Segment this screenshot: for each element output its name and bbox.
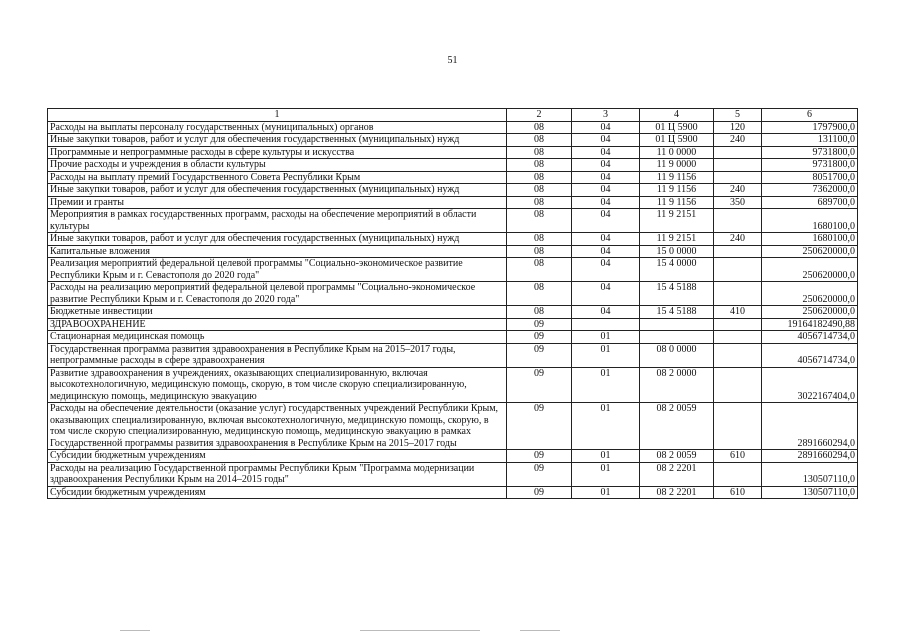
table-row: [48, 343, 858, 367]
cell-pr: 04: [572, 258, 640, 282]
cell-name: Расходы на реализацию мероприятий федеральной целевой программы "Социально-экономическое развитие Республики Крым и г. Севастополя до 2020 года": [48, 282, 507, 306]
table-row: [48, 331, 858, 344]
cell-vr: [714, 343, 762, 367]
cell-name: Мероприятия в рамках государственных программ, расходы на обеспечение мероприятий в области культуры: [48, 209, 507, 233]
cell-vr: 610: [714, 450, 762, 463]
cell-vr: [714, 403, 762, 450]
table-row: [48, 403, 858, 450]
cell-sum: 8051700,0: [762, 171, 858, 184]
scan-mark: [360, 630, 480, 631]
cell-rz: 09: [507, 367, 572, 403]
cell-rz: 08: [507, 306, 572, 319]
cell-pr: 01: [572, 403, 640, 450]
cell-name: ЗДРАВООХРАНЕНИЕ: [48, 318, 507, 331]
cell-pr: 04: [572, 245, 640, 258]
header-cell: 1: [48, 109, 507, 122]
cell-name: Прочие расходы и учреждения в области культуры: [48, 159, 507, 172]
table-row: [48, 146, 858, 159]
cell-csr: 08 2 0000: [640, 367, 714, 403]
cell-pr: 04: [572, 159, 640, 172]
cell-vr: 120: [714, 121, 762, 134]
scan-mark: [120, 630, 150, 631]
table-row: [48, 450, 858, 463]
cell-vr: [714, 367, 762, 403]
cell-sum: 130507110,0: [762, 462, 858, 486]
cell-vr: 240: [714, 233, 762, 246]
table-row: [48, 282, 858, 306]
table-row: [48, 233, 858, 246]
cell-csr: 11 9 1156: [640, 196, 714, 209]
cell-vr: [714, 258, 762, 282]
cell-csr: [640, 331, 714, 344]
cell-csr: 08 2 2201: [640, 462, 714, 486]
cell-sum: 250620000,0: [762, 306, 858, 319]
cell-vr: 240: [714, 184, 762, 197]
cell-rz: 09: [507, 462, 572, 486]
cell-name: Государственная программа развития здравоохранения в Республике Крым на 2015–2017 годы, непрограммные расходы в сфере здравоохранения: [48, 343, 507, 367]
cell-rz: 09: [507, 318, 572, 331]
cell-name: Субсидии бюджетным учреждениям: [48, 450, 507, 463]
cell-sum: 250620000,0: [762, 258, 858, 282]
cell-rz: 09: [507, 486, 572, 499]
cell-sum: 689700,0: [762, 196, 858, 209]
cell-pr: 04: [572, 282, 640, 306]
table-row: [48, 258, 858, 282]
cell-sum: 130507110,0: [762, 486, 858, 499]
cell-pr: 01: [572, 331, 640, 344]
cell-sum: 1680100,0: [762, 233, 858, 246]
cell-sum: 2891660294,0: [762, 403, 858, 450]
table-row: [48, 121, 858, 134]
cell-rz: 08: [507, 245, 572, 258]
cell-pr: 04: [572, 196, 640, 209]
table-row: [48, 184, 858, 197]
cell-sum: 131100,0: [762, 134, 858, 147]
cell-rz: 08: [507, 282, 572, 306]
cell-vr: [714, 282, 762, 306]
cell-name: Расходы на обеспечение деятельности (оказание услуг) государственных учреждений Республики Крым, оказывающих специализированную, включая высокотехнологичную, медицинскую помощь, скорую, в том числе скорую специализированную, медицинскую помощь, медицинскую эвакуацию в рамках Государственной программы развития здравоохранения в Республике Крым на 2015–2017 годы: [48, 403, 507, 450]
cell-sum: 2891660294,0: [762, 450, 858, 463]
cell-name: Расходы на выплаты персоналу государственных (муниципальных) органов: [48, 121, 507, 134]
cell-rz: 09: [507, 343, 572, 367]
cell-pr: 04: [572, 134, 640, 147]
header-row: [48, 109, 858, 122]
cell-csr: 15 4 5188: [640, 282, 714, 306]
cell-vr: [714, 159, 762, 172]
cell-rz: 09: [507, 450, 572, 463]
cell-name: Капитальные вложения: [48, 245, 507, 258]
cell-pr: 01: [572, 462, 640, 486]
table-row: [48, 196, 858, 209]
cell-sum: 1797900,0: [762, 121, 858, 134]
cell-csr: 11 9 2151: [640, 209, 714, 233]
cell-rz: 08: [507, 134, 572, 147]
cell-sum: 250620000,0: [762, 282, 858, 306]
cell-csr: 11 9 1156: [640, 171, 714, 184]
cell-name: Премии и гранты: [48, 196, 507, 209]
table-row: [48, 245, 858, 258]
cell-pr: [572, 318, 640, 331]
cell-csr: 08 0 0000: [640, 343, 714, 367]
cell-vr: 350: [714, 196, 762, 209]
cell-pr: 01: [572, 450, 640, 463]
cell-rz: 09: [507, 403, 572, 450]
cell-name: Развитие здравоохранения в учреждениях, оказывающих специализированную, включая высокотехнологичную, медицинскую помощь, скорую, в том числе скорую специализированную, медицинскую помощь, медицинскую эвакуацию: [48, 367, 507, 403]
page-number: 51: [447, 55, 458, 66]
cell-vr: [714, 318, 762, 331]
table-row: [48, 462, 858, 486]
table-row: [48, 306, 858, 319]
cell-rz: 08: [507, 159, 572, 172]
table-row: [48, 367, 858, 403]
table-row: [48, 171, 858, 184]
cell-name: Расходы на выплату премий Государственного Совета Республики Крым: [48, 171, 507, 184]
cell-csr: 08 2 0059: [640, 403, 714, 450]
cell-rz: 08: [507, 196, 572, 209]
cell-name: Реализация мероприятий федеральной целевой программы "Социально-экономическое развитие Республики Крым и г. Севастополя до 2020 года": [48, 258, 507, 282]
cell-vr: [714, 209, 762, 233]
cell-name: Расходы на реализацию Государственной программы Республики Крым "Программа модернизации здравоохранения Республики Крым на 2014–2015 годы": [48, 462, 507, 486]
cell-vr: 410: [714, 306, 762, 319]
cell-pr: 04: [572, 121, 640, 134]
cell-pr: 01: [572, 343, 640, 367]
table-row: [48, 134, 858, 147]
cell-rz: 08: [507, 209, 572, 233]
cell-sum: 250620000,0: [762, 245, 858, 258]
cell-csr: 11 0 0000: [640, 146, 714, 159]
cell-csr: 11 9 0000: [640, 159, 714, 172]
cell-vr: 610: [714, 486, 762, 499]
cell-csr: [640, 318, 714, 331]
table-row: [48, 486, 858, 499]
cell-pr: 04: [572, 171, 640, 184]
cell-name: Программные и непрограммные расходы в сфере культуры и искусства: [48, 146, 507, 159]
cell-csr: 15 4 0000: [640, 258, 714, 282]
cell-csr: 01 Ц 5900: [640, 134, 714, 147]
cell-vr: [714, 171, 762, 184]
cell-sum: 1680100,0: [762, 209, 858, 233]
cell-csr: 15 0 0000: [640, 245, 714, 258]
cell-rz: 09: [507, 331, 572, 344]
cell-vr: [714, 245, 762, 258]
table-row: [48, 159, 858, 172]
cell-name: Иные закупки товаров, работ и услуг для обеспечения государственных (муниципальных) нужд: [48, 184, 507, 197]
header-cell: 5: [714, 109, 762, 122]
cell-sum: 9731800,0: [762, 159, 858, 172]
cell-rz: 08: [507, 171, 572, 184]
cell-sum: 4056714734,0: [762, 343, 858, 367]
cell-rz: 08: [507, 233, 572, 246]
header-cell: 6: [762, 109, 858, 122]
cell-pr: 04: [572, 233, 640, 246]
cell-csr: 08 2 2201: [640, 486, 714, 499]
cell-name: Субсидии бюджетным учреждениям: [48, 486, 507, 499]
cell-csr: 11 9 2151: [640, 233, 714, 246]
cell-name: Иные закупки товаров, работ и услуг для обеспечения государственных (муниципальных) нужд: [48, 233, 507, 246]
header-cell: 3: [572, 109, 640, 122]
cell-rz: 08: [507, 184, 572, 197]
table-row: [48, 318, 858, 331]
cell-pr: 01: [572, 367, 640, 403]
budget-table: [47, 108, 858, 499]
cell-sum: 9731800,0: [762, 146, 858, 159]
cell-name: Стационарная медицинская помощь: [48, 331, 507, 344]
cell-csr: 11 9 1156: [640, 184, 714, 197]
cell-sum: 4056714734,0: [762, 331, 858, 344]
cell-vr: [714, 331, 762, 344]
cell-sum: 7362000,0: [762, 184, 858, 197]
cell-csr: 01 Ц 5900: [640, 121, 714, 134]
header-cell: 2: [507, 109, 572, 122]
cell-rz: 08: [507, 146, 572, 159]
cell-vr: 240: [714, 134, 762, 147]
cell-csr: 08 2 0059: [640, 450, 714, 463]
table-row: [48, 209, 858, 233]
cell-pr: 04: [572, 184, 640, 197]
cell-pr: 04: [572, 209, 640, 233]
header-cell: 4: [640, 109, 714, 122]
cell-csr: 15 4 5188: [640, 306, 714, 319]
cell-sum: 3022167404,0: [762, 367, 858, 403]
cell-vr: [714, 462, 762, 486]
cell-name: Бюджетные инвестиции: [48, 306, 507, 319]
cell-vr: [714, 146, 762, 159]
cell-pr: 04: [572, 146, 640, 159]
cell-rz: 08: [507, 258, 572, 282]
cell-name: Иные закупки товаров, работ и услуг для обеспечения государственных (муниципальных) нужд: [48, 134, 507, 147]
cell-pr: 01: [572, 486, 640, 499]
scan-mark: [520, 630, 560, 631]
cell-sum: 19164182490,88: [762, 318, 858, 331]
cell-rz: 08: [507, 121, 572, 134]
cell-pr: 04: [572, 306, 640, 319]
